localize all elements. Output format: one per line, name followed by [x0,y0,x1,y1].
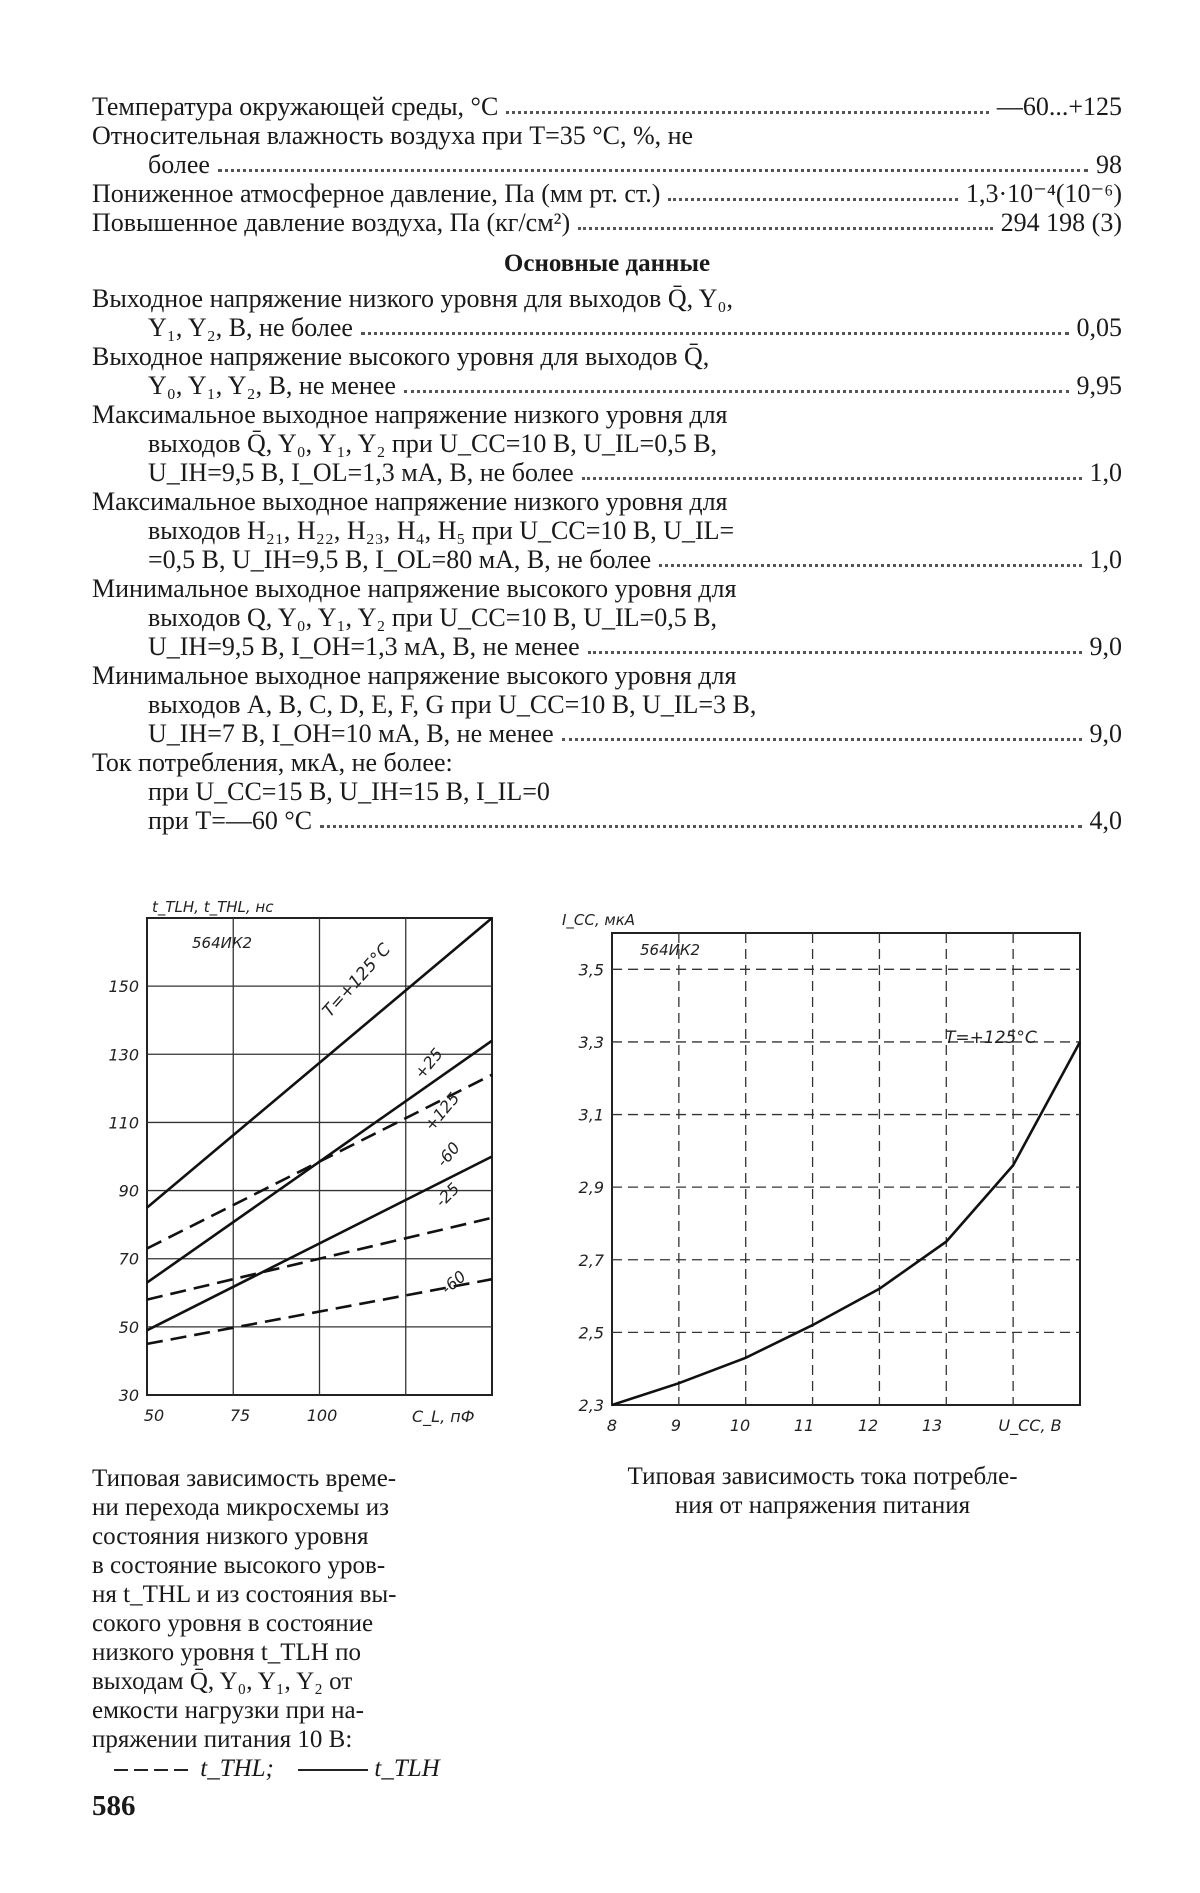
spec-label: более [148,150,210,179]
spec-row [92,179,1122,208]
caption-line: Типовая зависимость време- [92,1465,397,1492]
spec-label: выходов H₂₁, H₂₂, H₂₃, H₄, H₅ при U_CC=10 В, U_IL= [148,516,735,545]
spec-row-cont [92,632,1122,661]
dashed-line-sample [114,1762,194,1776]
spec-label: при T=—60 °С [148,806,313,835]
spec-row-cont [92,429,1122,458]
spec-label: Минимальное выходное напряжение высокого уровня для [92,661,737,690]
spec-label: Относительная влажность воздуха при T=35 °С, %, не [92,121,694,150]
spec-label: Максимальное выходное напряжение низкого уровня для [92,487,728,516]
x-tick-label: 13 [921,1416,943,1435]
y-tick-label: 70 [118,1249,139,1269]
leader-dots [404,390,1069,393]
caption-line: в состояние высокого уров- [92,1552,386,1579]
leader-dots [320,825,1081,828]
series-label: +25 [410,1044,447,1083]
spec-row [92,748,1122,777]
y-tick-label: 130 [108,1045,139,1065]
spec-row-cont [92,516,1122,545]
supply-current-chart [560,911,1100,1435]
spec-label: Температура окружающей среды, °С [92,92,499,121]
series-line [612,1042,1080,1405]
y-tick-label: 30 [118,1386,139,1405]
spec-row [92,284,1122,313]
spec-row [92,574,1122,603]
caption-text [92,1464,494,1754]
chip-label: 564ИК2 [192,934,253,952]
caption-line: сокого уровня в состояние [92,1610,374,1637]
y-tick-label: 110 [108,1113,139,1133]
y-axis-label: I_CC, мкА [562,911,636,929]
series-label: T=+125°С [945,1028,1037,1048]
leader-dots [562,738,1082,741]
y-tick-label: 2,3 [578,1396,604,1415]
legend-label: t_THL; [200,1755,274,1782]
section-title: Основные данные [503,250,711,277]
leader-dots [668,198,958,201]
series-label: +125 [420,1088,464,1135]
spec-row-cont [92,806,1122,835]
leader-dots [582,477,1082,480]
leader-dots [588,651,1082,654]
spec-row-cont [92,690,1122,719]
y-tick-label: 3,5 [578,960,604,980]
x-tick-label: 50 [143,1406,165,1425]
caption-line: ня t_THL и из состояния вы- [92,1581,397,1608]
spec-row-cont [92,150,1122,179]
x-tick-label: 9 [670,1416,682,1435]
spec-label: при U_CC=15 В, U_IH=15 В, I_IL=0 [148,777,550,806]
leader-dots [218,169,1088,172]
x-tick-label: 11 [793,1416,815,1435]
leader-dots [659,564,1081,567]
x-tick-label: 8 [606,1416,618,1435]
leader-dots [578,227,993,230]
spec-row-cont [92,458,1122,487]
page-number: 586 [92,1790,136,1822]
spec-value: 294 198 (3) [1000,208,1122,237]
spec-label: U_IH=9,5 В, I_OL=1,3 мА, В, не более [148,458,574,487]
caption-line: состояния низкого уровня [92,1523,369,1550]
spec-value: —60...+125 [996,92,1122,121]
chart-labels [562,911,1062,1436]
x-axis-label: C_L, пФ [412,1407,475,1426]
spec-label: выходов Q, Y₀, Y₁, Y₂ при U_CC=10 В, U_IL=0,5 В, [148,603,718,632]
spec-label: выходов A, B, C, D, E, F, G при U_CC=10 В, U_IL=3 В, [148,690,757,719]
x-tick-label: 100 [306,1406,338,1425]
leader-dots [506,111,989,114]
y-tick-label: 2,9 [578,1178,604,1198]
spec-row [92,208,1122,237]
x-tick-label: 75 [229,1406,251,1425]
spec-label: Минимальное выходное напряжение высокого уровня для [92,574,737,603]
x-tick-label: 12 [857,1416,879,1435]
spec-row [92,342,1122,371]
series-label: -25 [431,1178,464,1211]
spec-row-cont [92,777,1122,806]
spec-label: =0,5 В, U_IH=9,5 В, I_OL=80 мА, В, не более [148,545,652,574]
propagation-delay-chart [92,900,512,1440]
spec-label: выходов Q̄, Y₀, Y₁, Y₂ при U_CC=10 В, U_IL=0,5 В, [148,429,718,458]
spec-label: U_IH=9,5 В, I_OH=1,3 мА, В, не менее [148,632,580,661]
y-tick-label: 3,3 [578,1032,604,1052]
y-tick-label: 50 [118,1317,139,1337]
spec-row-cont [92,603,1122,632]
figure-caption-right [570,1462,1075,1520]
spec-value: 9,0 [1089,719,1122,748]
caption-legend [92,1754,494,1783]
caption-line: выходам Q̄, Y₀, Y₁, Y₂ от [92,1668,353,1695]
y-axis-label: t_TLH, t_THL, нс [152,898,274,916]
spec-row-cont [92,545,1122,574]
spec-label: Выходное напряжение низкого уровня для выходов Q̄, Y₀, [92,284,733,313]
spec-label: Максимальное выходное напряжение низкого уровня для [92,400,728,429]
y-tick-label: 2,7 [578,1250,604,1270]
spec-table [92,92,1122,835]
spec-label: Повышенное давление воздуха, Па (кг/см²) [92,208,571,237]
spec-value: 0,05 [1076,313,1122,342]
spec-label: U_IH=7 В, I_OH=10 мА, В, не менее [148,719,554,748]
caption-line: пряжении питания 10 В: [92,1726,353,1753]
spec-value: 1,0 [1089,545,1122,574]
x-tick-label: U_CC, В [998,1416,1062,1435]
spec-row-cont [92,313,1122,342]
x-tick-label: 10 [729,1416,751,1435]
spec-label: Y₁, Y₂, В, не более [148,313,353,342]
spec-row-cont [92,371,1122,400]
caption-line: низкого уровня t_TLH по [92,1639,361,1666]
spec-value: 1,0 [1089,458,1122,487]
figure-caption-left [92,1464,494,1783]
chip-label: 564ИК2 [640,941,701,959]
caption-line: ни перехода микросхемы из [92,1494,389,1521]
series-label: T=+125°С [318,939,396,1022]
spec-label: Y₀, Y₁, Y₂, В, не менее [148,371,396,400]
y-tick-label: 3,1 [578,1105,604,1125]
y-tick-label: 150 [108,977,139,997]
spec-value: 1,3·10⁻⁴(10⁻⁶) [965,179,1122,208]
caption-line: ния от напряжения питания [674,1492,971,1519]
leader-dots [361,332,1069,335]
spec-label: Выходное напряжение высокого уровня для выходов Q̄, [92,342,710,371]
spec-row [92,487,1122,516]
spec-row [92,92,1122,121]
y-tick-label: 90 [118,1181,139,1201]
series-label: -60 [437,1266,470,1299]
caption-line: емкости нагрузки при на- [92,1697,364,1724]
spec-row-cont [92,719,1122,748]
spec-value: 9,0 [1089,632,1122,661]
spec-row [92,121,1122,150]
spec-value: 4,0 [1089,806,1122,835]
spec-row [92,400,1122,429]
y-tick-label: 2,5 [578,1323,604,1343]
chart-series [612,1042,1080,1405]
legend-label: t_TLH [374,1755,440,1782]
spec-row [92,661,1122,690]
solid-line-sample [298,1762,368,1776]
spec-value: 9,95 [1076,371,1122,400]
caption-line: Типовая зависимость тока потребле- [627,1463,1018,1490]
spec-label: Ток потребления, мкА, не более: [92,748,453,777]
spec-label: Пониженное атмосферное давление, Па (мм рт. ст.) [92,179,661,208]
spec-value: 98 [1096,150,1122,179]
series-label: -60 [432,1138,464,1171]
